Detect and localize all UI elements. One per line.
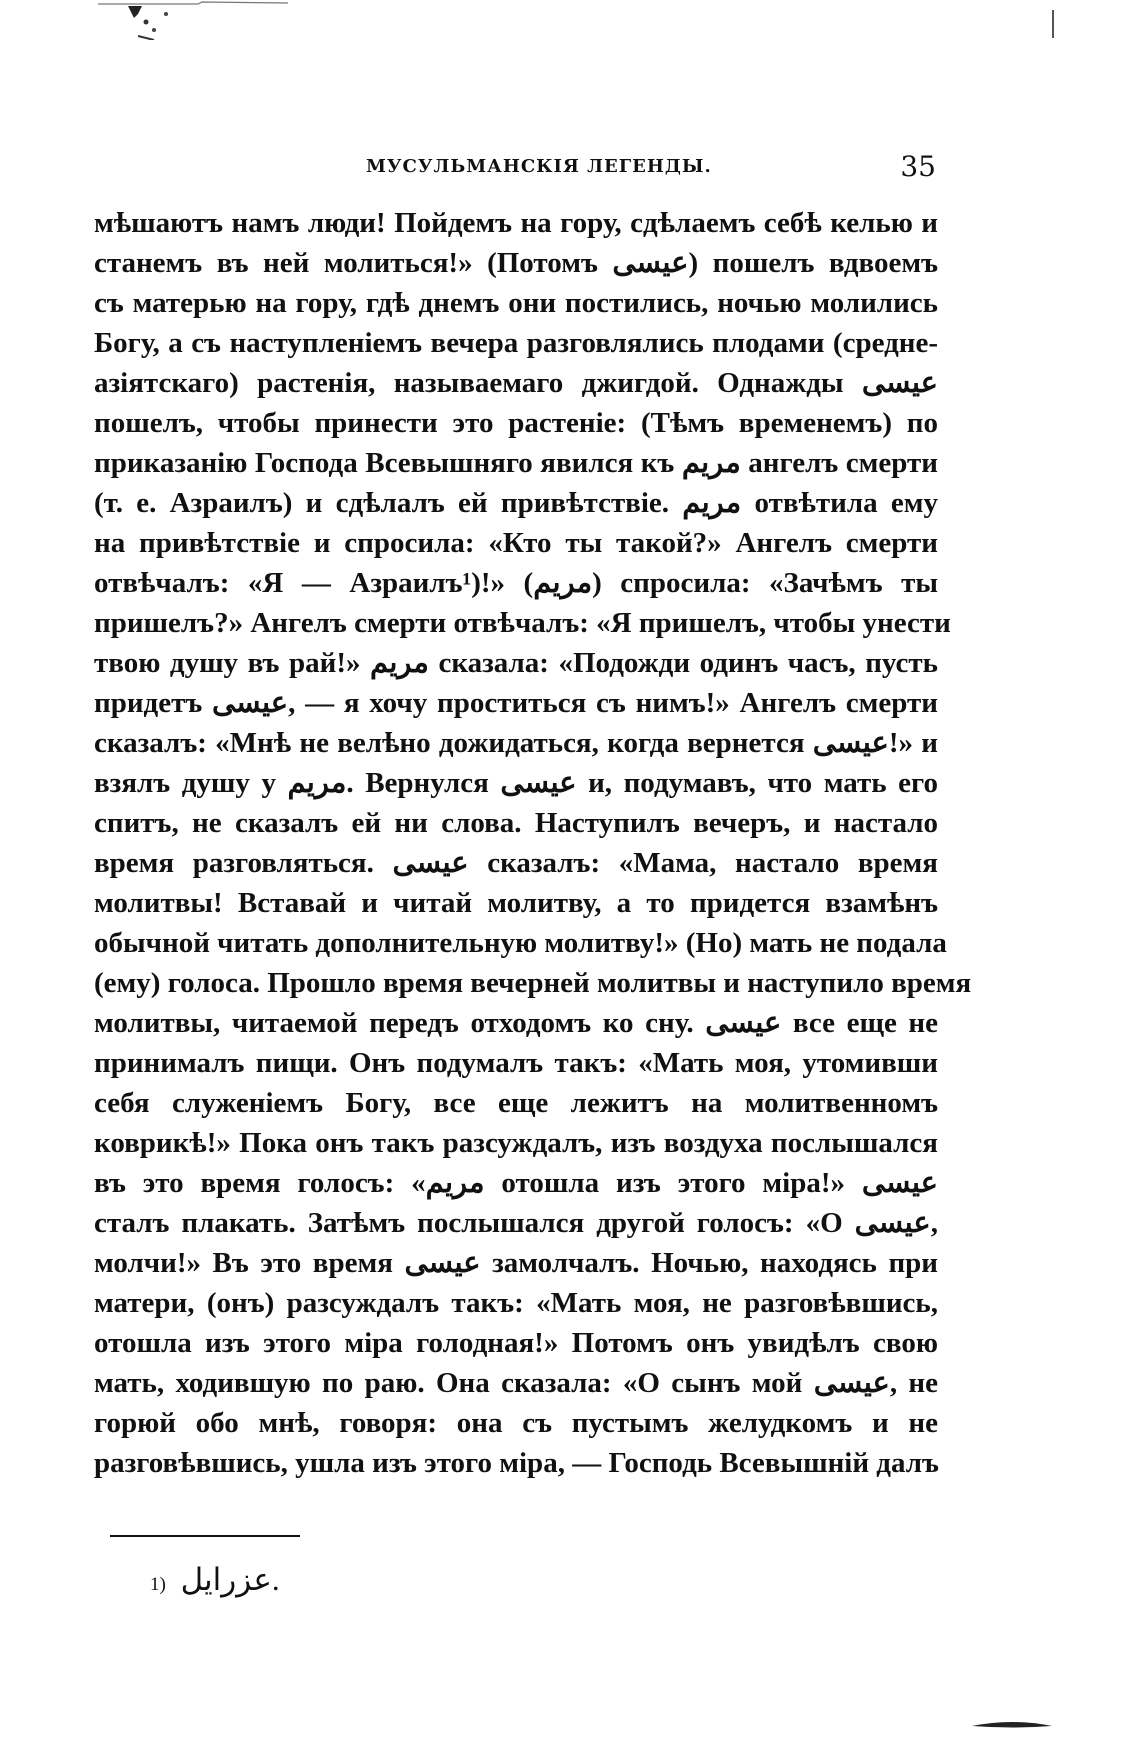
text-line: пошелъ, чтобы принести это растеніе: (Тѣмъ временемъ) по bbox=[94, 407, 938, 439]
running-header bbox=[96, 150, 936, 186]
body-text bbox=[94, 203, 972, 1483]
footnote-rule bbox=[110, 1535, 300, 1537]
text-line: въ это время голосъ: «مريم отошла изъ этого міра!» عيسى bbox=[94, 1167, 938, 1199]
text-line: разговѣвшись, ушла изъ этого міра, — Господь Всевышній далъ bbox=[94, 1447, 939, 1479]
text-line: мѣшаютъ намъ люди! Пойдемъ на гору, сдѣлаемъ себѣ келью и bbox=[94, 207, 938, 239]
text-line: коврикѣ!» Пока онъ такъ разсуждалъ, изъ воздуха послышался bbox=[94, 1127, 938, 1159]
text-line: принималъ пищи. Онъ подумалъ такъ: «Мать моя, утомивши bbox=[94, 1047, 938, 1079]
text-line: спитъ, не сказалъ ей ни слова. Наступилъ вечеръ, и настало bbox=[94, 807, 938, 839]
text-line: съ матерью на гору, гдѣ днемъ они постились, ночью молились bbox=[94, 287, 938, 319]
text-line: молчи!» Въ это время عيسى замолчалъ. Ночью, находясь при bbox=[94, 1247, 938, 1279]
text-line: (ему) голоса. Прошло время вечерней молитвы и наступило время bbox=[94, 967, 972, 999]
text-line: на привѣтствіе и спросила: «Кто ты такой?» Ангелъ смерти bbox=[94, 527, 938, 559]
text-line: матери, (онъ) разсуждалъ такъ: «Мать моя, не разговѣвшись, bbox=[94, 1287, 938, 1319]
text-line: Богу, а съ наступленіемъ вечера разговлялись плодами (средне- bbox=[94, 327, 938, 359]
text-line: (т. е. Азраилъ) и сдѣлалъ ей привѣтствіе. مريم отвѣтила ему bbox=[94, 487, 938, 519]
text-line: обычной читать дополнительную молитву!» (Но) мать не подала bbox=[94, 927, 947, 959]
text-line: взялъ душу у مريم. Вернулся عيسى и, подумавъ, что мать его bbox=[94, 767, 938, 799]
text-line: мать, ходившую по раю. Она сказала: «О сынъ мой عيسى, не bbox=[94, 1367, 938, 1399]
text-line: пришелъ?» Ангелъ смерти отвѣчалъ: «Я пришелъ, чтобы унести bbox=[94, 607, 951, 639]
footnote bbox=[150, 1562, 280, 1598]
footnote-marker: 1) bbox=[150, 1574, 166, 1595]
text-line: отошла изъ этого міра голодная!» Потомъ онъ увидѣлъ свою bbox=[94, 1327, 938, 1359]
text-line: придетъ عيسى, — я хочу проститься съ нимъ!» Ангелъ смерти bbox=[94, 687, 938, 719]
print-speck-bottom bbox=[972, 1716, 1052, 1730]
text-line: молитвы, читаемой передъ отходомъ ко сну. عيسى все еще не bbox=[94, 1007, 938, 1039]
running-title: МУСУЛЬМАНСКІЯ ЛЕГЕНДЫ. bbox=[366, 156, 712, 177]
text-line: отвѣчалъ: «Я — Азраилъ¹)!» (مريم) спросила: «Зачѣмъ ты bbox=[94, 567, 939, 599]
print-mark-right bbox=[1050, 10, 1056, 38]
text-line: твою душу въ рай!» مريم сказала: «Подожди одинъ часъ, пусть bbox=[94, 647, 938, 679]
text-line: сталъ плакать. Затѣмъ послышался другой голосъ: «О عيسى, bbox=[94, 1207, 938, 1239]
print-speck-top bbox=[98, 0, 288, 40]
text-line: себя служеніемъ Богу, все еще лежитъ на молитвенномъ bbox=[94, 1087, 938, 1119]
text-line: станемъ въ ней молиться!» (Потомъ عيسى) пошелъ вдвоемъ bbox=[94, 247, 938, 279]
text-line: сказалъ: «Мнѣ не велѣно дожидаться, когда вернется عيسى!» и bbox=[94, 727, 938, 759]
text-line: азіятскаго) растенія, называемаго джигдой. Однажды عيسى bbox=[94, 367, 938, 399]
text-line: время разговляться. عيسى сказалъ: «Мама, настало время bbox=[94, 847, 938, 879]
text-line: приказанію Господа Всевышняго явился къ مريم ангелъ смерти bbox=[94, 447, 938, 479]
footnote-text: عزرايل. bbox=[180, 1562, 280, 1597]
text-line: молитвы! Вставай и читай молитву, а то придется взамѣнъ bbox=[94, 887, 938, 919]
page-number: 35 bbox=[900, 150, 936, 183]
text-line: горюй обо мнѣ, говоря: она съ пустымъ желудкомъ и не bbox=[94, 1407, 938, 1439]
